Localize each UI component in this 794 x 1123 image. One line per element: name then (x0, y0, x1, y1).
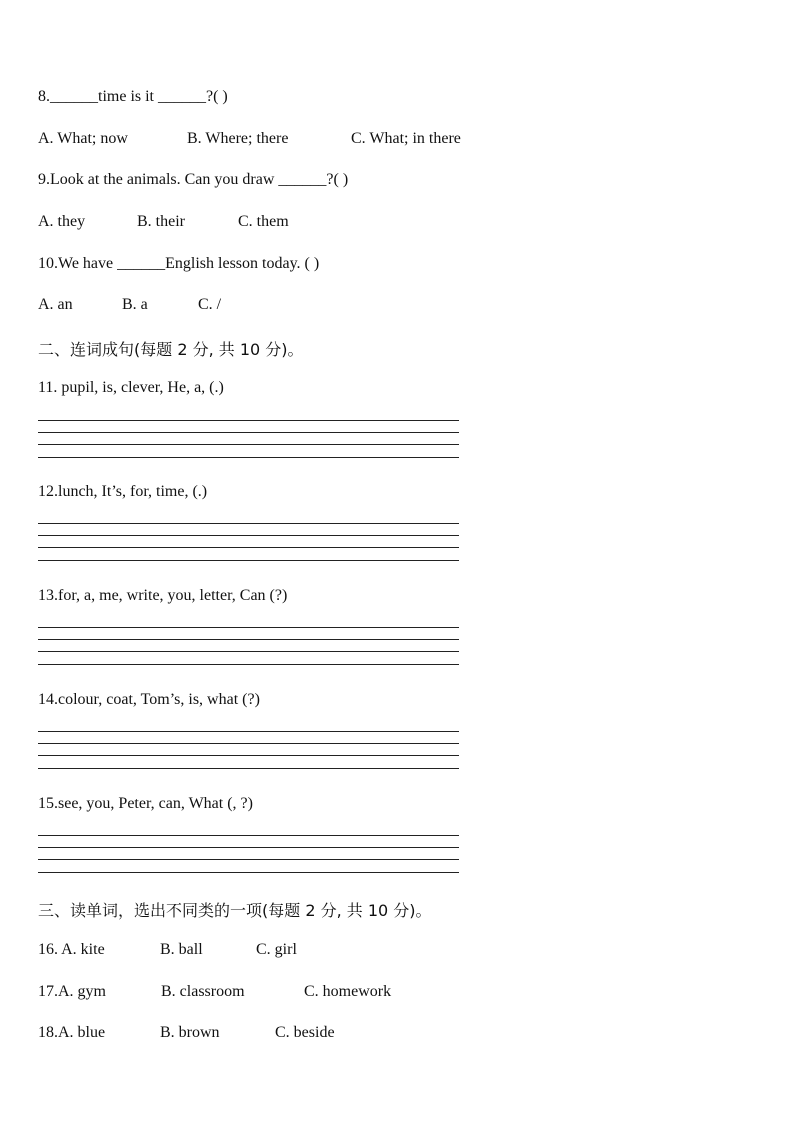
option-b: B. a (122, 296, 148, 313)
question-15: 15.see, you, Peter, can, What (, ?) (38, 795, 253, 812)
option-a: A. an (38, 296, 73, 313)
option-c: C. What; in there (351, 130, 461, 147)
question-17 (38, 983, 391, 1001)
option-b: B. ball (160, 941, 203, 958)
option-b: B. brown (160, 1024, 220, 1041)
option-a: A. they (38, 213, 86, 230)
question-13: 13.for, a, me, write, you, letter, Can (?) (38, 587, 288, 604)
question-10: 10.We have ______English lesson today. ( ) (38, 255, 320, 272)
option-b: B. classroom (161, 983, 245, 1000)
option-b: B. Where; there (187, 130, 289, 147)
option-c: C. beside (275, 1024, 335, 1041)
option-a: 16. A. kite (38, 941, 105, 958)
question-14: 14.colour, coat, Tom’s, is, what (?) (38, 691, 260, 708)
option-a: A. What; now (38, 130, 128, 147)
option-a: 18.A. blue (38, 1024, 106, 1041)
option-b: B. their (137, 213, 185, 230)
question-12: 12.lunch, It’s, for, time, (.) (38, 483, 208, 500)
question-11: 11. pupil, is, clever, He, a, (.) (38, 379, 224, 396)
option-a: 17.A. gym (38, 983, 106, 1000)
option-c: C. homework (304, 983, 392, 1000)
option-c: C. them (238, 213, 289, 230)
question-8-options (38, 130, 461, 148)
question-8: 8.______time is it ______?( ) (38, 88, 228, 105)
question-18 (38, 1024, 335, 1042)
section-3-heading: 三、读单词，选出不同类的一项(每题 2 分, 共 10 分)。 (38, 901, 432, 920)
question-9-options (38, 213, 289, 231)
option-c: C. girl (256, 941, 297, 958)
section-2-heading: 二、连词成句(每题 2 分, 共 10 分)。 (38, 340, 304, 359)
question-10-options (38, 296, 221, 314)
option-c: C. / (198, 296, 222, 313)
question-16 (38, 941, 297, 959)
question-9: 9.Look at the animals. Can you draw ______?( ) (38, 171, 349, 188)
